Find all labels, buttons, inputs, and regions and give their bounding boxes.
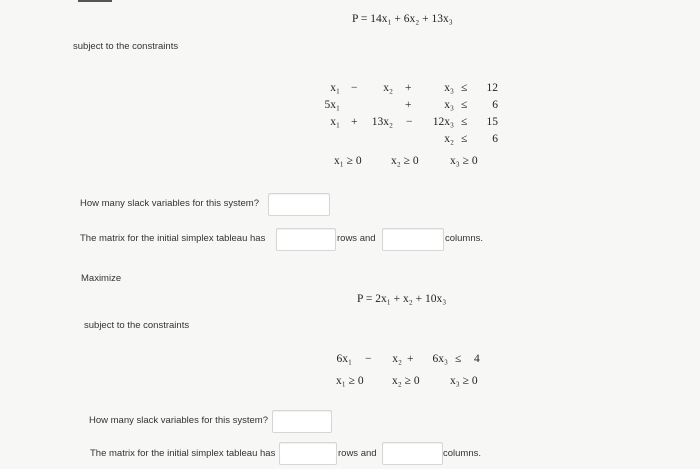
columns-label-1: columns. [445,233,484,244]
nonneg-x1-1: x₁ ≥ 0 [334,155,362,167]
subject-label-2: subject to the constraints [84,320,190,331]
p2-x3: 6x₃ [432,353,448,365]
p2-x2: x₂ [392,353,402,365]
c2-x3: x₃ [444,99,454,111]
objective-function-2: P = 2x₁ + x₂ + 10x₃ [357,293,447,305]
subject-label-1: subject to the constraints [73,41,179,52]
c2-rhs: 6 [492,99,498,111]
maximize-label-2: Maximize [81,273,122,284]
rows-input-2[interactable] [279,442,337,465]
matrix-prefix-2: The matrix for the initial simplex tableau has [90,448,276,459]
rows-and-label-1: rows and [337,233,376,244]
nonneg-x1-2: x₁ ≥ 0 [336,375,364,387]
c3-rhs: 15 [486,116,498,128]
c1-rel: ≤ [461,82,468,94]
matrix-prefix-1: The matrix for the initial simplex tableau has [80,233,266,244]
c2-rel: ≤ [461,99,468,111]
c2-op2: + [405,99,412,111]
c1-op2: + [405,82,412,94]
rows-and-label-2: rows and [338,448,377,459]
c1-x2: x₂ [383,82,393,94]
c3-op2: − [406,116,413,128]
c2-x1: 5x₁ [324,99,340,111]
c3-x2: 13x₂ [371,116,393,128]
c4-rel: ≤ [461,133,468,145]
c1-x1: x₁ [330,82,340,94]
c3-op1: + [351,116,358,128]
c4-x3: x₂ [444,133,454,145]
nonneg-x3-2: x₃ ≥ 0 [450,375,478,387]
columns-label-2: columns. [443,448,482,459]
rows-input-1[interactable] [276,228,336,251]
p2-rhs: 4 [474,353,480,365]
c1-op1: − [351,82,358,94]
p2-op2: + [407,353,414,365]
c3-x1: x₁ [330,116,340,128]
nonneg-x2-1: x₂ ≥ 0 [391,155,419,167]
c1-x3: x₃ [444,82,454,94]
p2-x1: 6x₁ [336,353,352,365]
slack-count-input-1[interactable] [268,193,330,216]
p2-rel: ≤ [455,353,462,365]
objective-function-1: P = 14x₁ + 6x₂ + 13x₃ [352,13,453,25]
nonneg-x3-1: x₃ ≥ 0 [450,155,478,167]
c4-rhs: 6 [492,133,498,145]
nonneg-x2-2: x₂ ≥ 0 [392,375,420,387]
slack-count-input-2[interactable] [272,410,332,433]
c3-x3: 12x₃ [432,116,454,128]
slack-question-1: How many slack variables for this system? [80,198,259,209]
slack-question-2: How many slack variables for this system? [89,415,268,426]
c3-rel: ≤ [461,116,468,128]
top-crop-bar [78,0,112,2]
p2-op1: − [365,353,372,365]
c1-rhs: 12 [486,82,498,94]
columns-input-1[interactable] [382,228,444,251]
columns-input-2[interactable] [382,442,443,465]
